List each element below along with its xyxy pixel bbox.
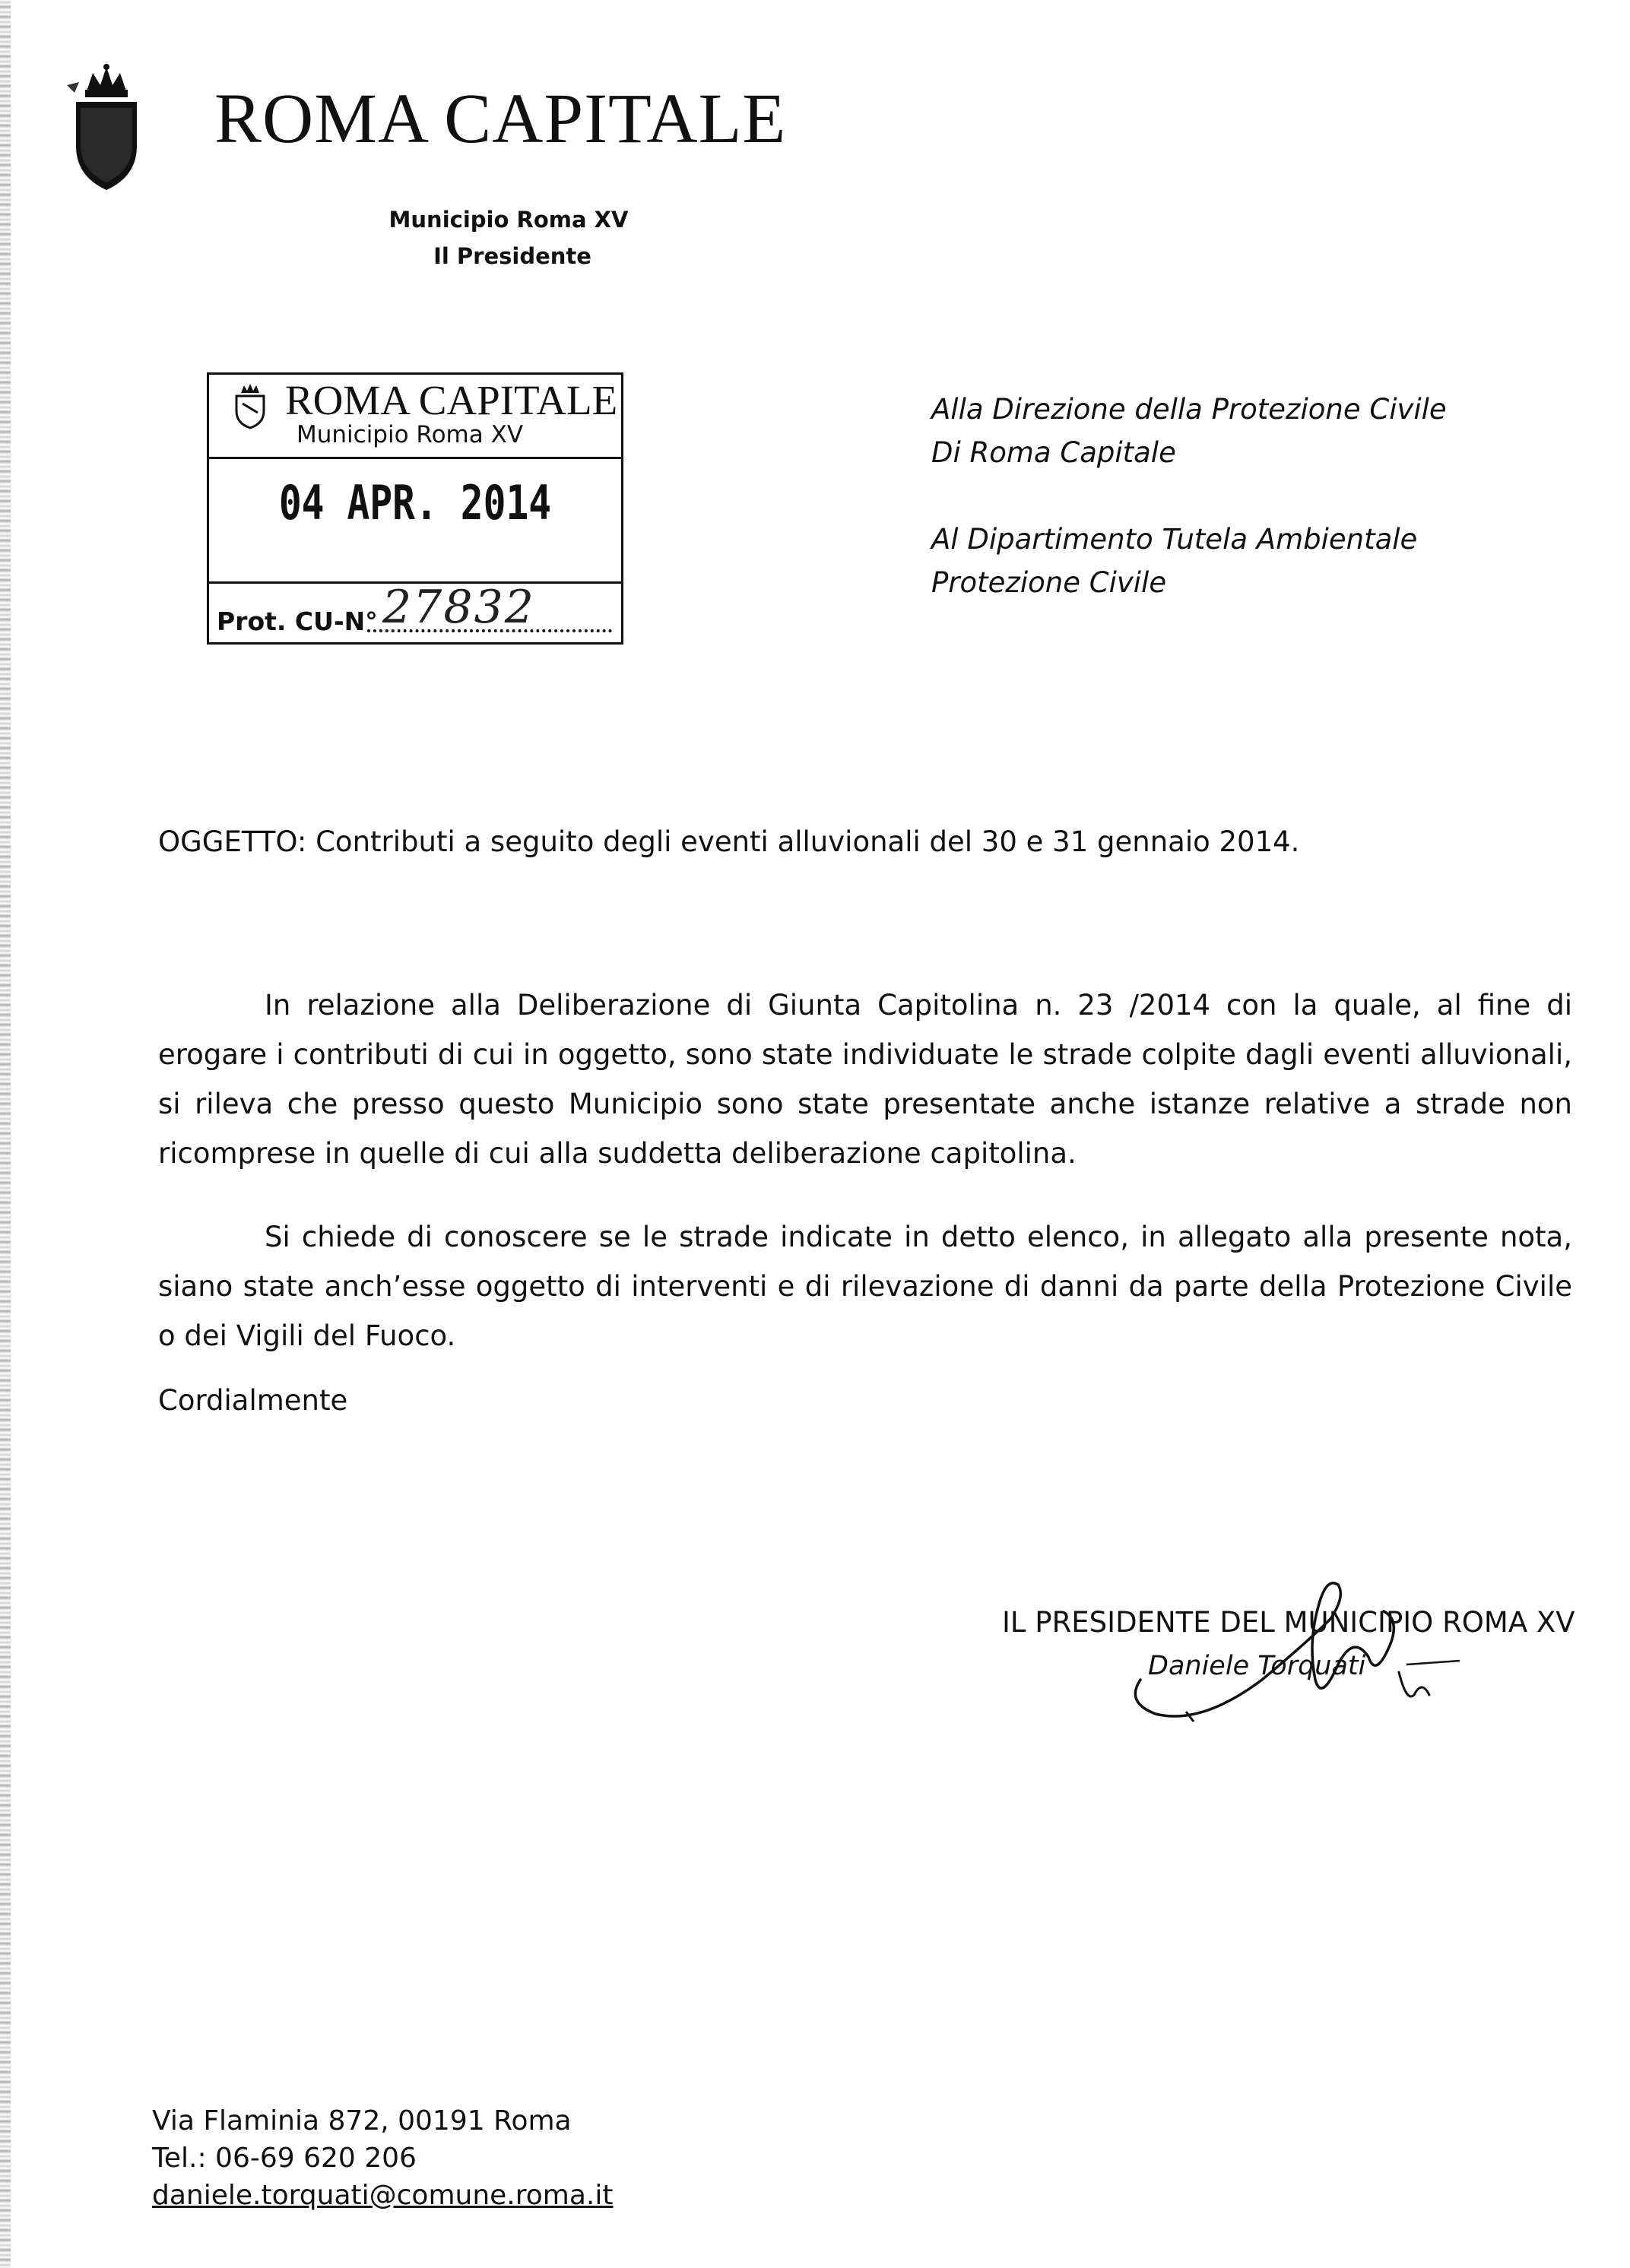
body-paragraph: Si chiede di conoscere se le strade indicate in detto elenco, in allegato alla presente nota, siano state anch’esse oggetto di interventi e di rilevazione di danni da parte della Protezione Civile o dei Vigili del Fuoco.: [158, 1221, 1572, 1352]
subject-line: OGGETTO: Contributi a seguito degli eventi alluvionali del 30 e 31 gennaio 2014.: [158, 825, 1300, 858]
stamp-date: 04 APR. 2014: [278, 475, 552, 531]
closing-line: Cordialmente: [158, 1384, 348, 1417]
protocol-number: 27832: [382, 581, 535, 634]
body-paragraph: In relazione alla Deliberazione di Giunta Capitolina n. 23 /2014 con la quale, al fine di erogare i contributi di cui in oggetto, sono state individuate le strade colpite dagli eventi alluvionali, si rileva che presso questo Municipio sono state presentate anche istanze relative a strade non ricomprese in quelle di cui alla suddetta deliberazione capitolina.: [158, 989, 1572, 1170]
role-label: Il Presidente: [433, 243, 591, 269]
department-label: Municipio Roma XV: [388, 207, 629, 233]
stamp-title: ROMA CAPITALE: [285, 377, 618, 423]
letterhead-subtitle: [319, 201, 699, 274]
footer-contact: [152, 2102, 836, 2214]
handwritten-signature: [1110, 1551, 1475, 1748]
scan-edge: [0, 0, 11, 2268]
org-title: ROMA CAPITALE: [214, 80, 787, 158]
stamp-emblem-icon: [232, 382, 268, 429]
stamp-protocol-row: [209, 581, 621, 645]
roma-capitale-emblem-icon: [53, 62, 160, 192]
signatory-title: IL PRESIDENTE DEL MUNICIPIO ROMA XV: [1002, 1606, 1575, 1639]
protocol-label: Prot. CU-N°: [217, 607, 378, 636]
footer-email-link[interactable]: daniele.torquati@comune.roma.it: [152, 2180, 614, 2211]
recipient-line: Protezione Civile: [931, 566, 1167, 599]
recipient-line: Alla Direzione della Protezione Civile: [931, 393, 1447, 426]
recipient-line: Di Roma Capitale: [931, 436, 1176, 469]
footer-phone: Tel.: 06-69 620 206: [152, 2143, 417, 2174]
stamp-subtitle: Municipio Roma XV: [297, 421, 524, 448]
protocol-stamp: [207, 372, 623, 645]
stamp-header: [209, 375, 621, 459]
footer-address: Via Flaminia 872, 00191 Roma: [152, 2105, 572, 2137]
signatory-name: Daniele Torquati: [1148, 1651, 1366, 1681]
recipient-line: Al Dipartimento Tutela Ambientale: [931, 523, 1418, 556]
recipients-block: [931, 388, 1600, 604]
